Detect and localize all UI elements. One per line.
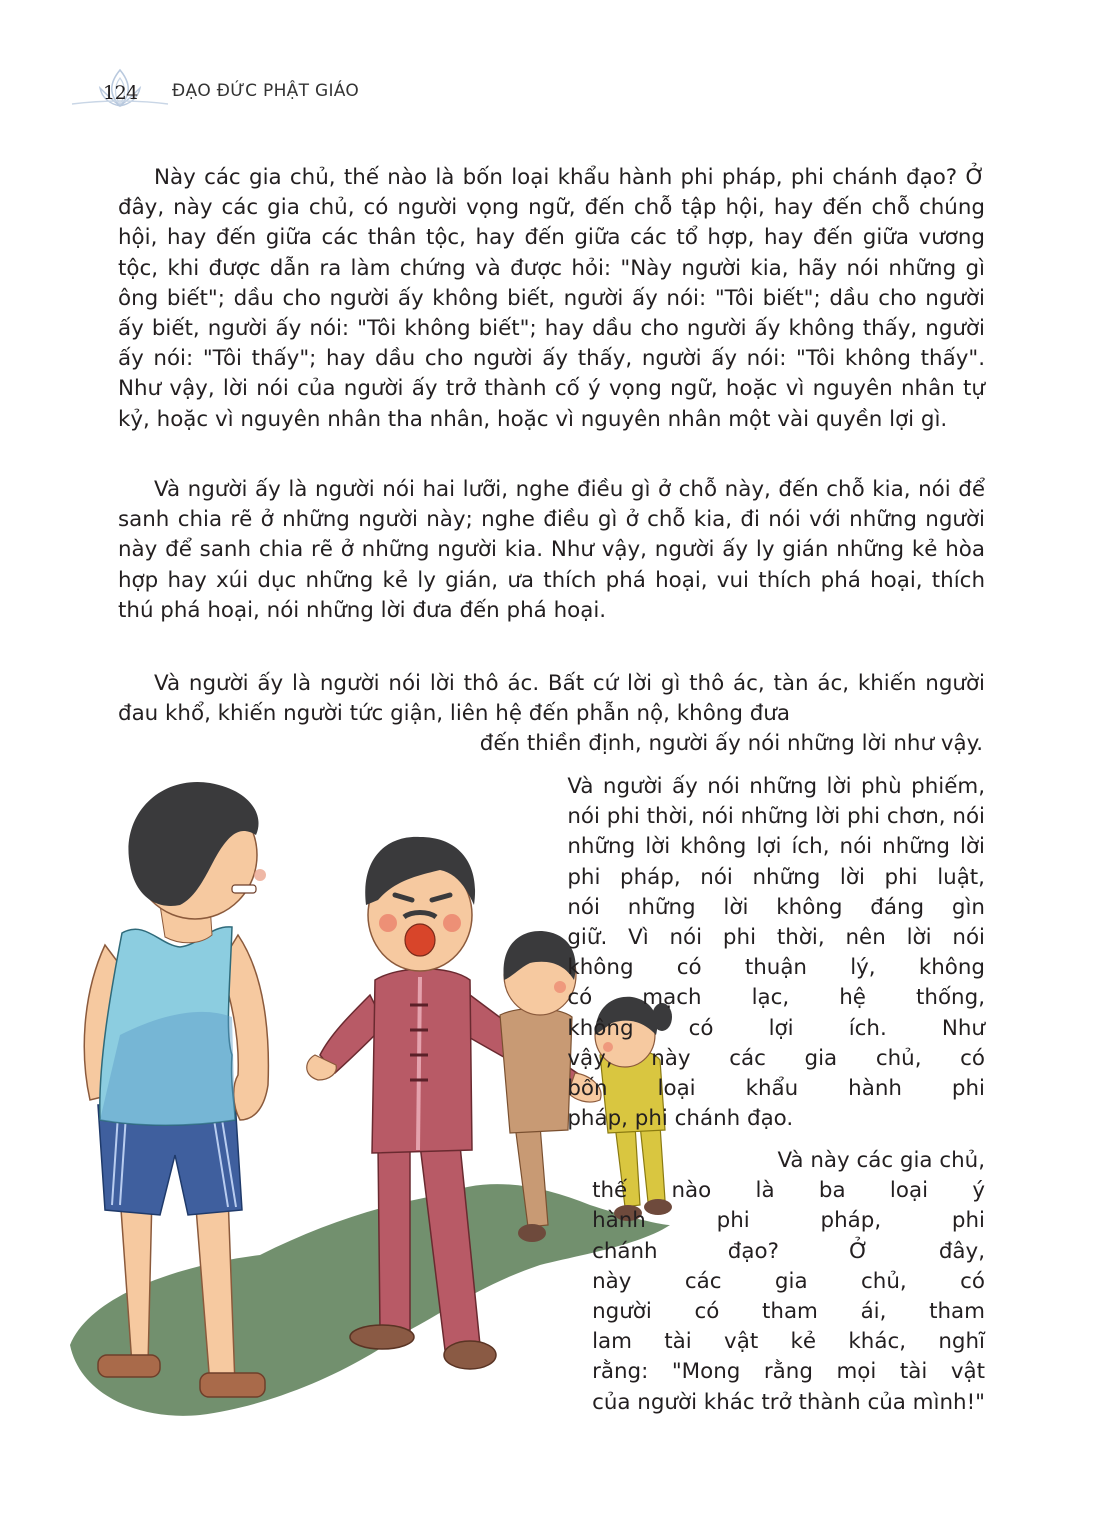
ground-shadow — [70, 1184, 670, 1416]
text-line: người có tham ái, tham — [592, 1299, 985, 1325]
text-line: lam tài vật kẻ khác, nghĩ — [592, 1329, 985, 1355]
paragraph-text: Và người ấy là người nói hai lưỡi, nghe điều gì ở chỗ này, đến chỗ kia, nói để sanh chia rẽ ở những người này; nghe điều gì ở chỗ kia, đi nói với những người này để sanh chia rẽ ở những người kia. Như vậy, người ấy ly gián những kẻ hòa hợp hay xúi dục những kẻ ly gián, ưa thích phá hoại, vui thích phá hoại, thích thú phá hoại, nói những lời đưa đến phá hoại. — [118, 477, 985, 623]
text-line: không có thuận lý, không — [567, 955, 985, 981]
text-line: vậy, này các gia chủ, có — [567, 1045, 985, 1071]
paragraph-1 — [118, 163, 985, 444]
paragraph-2 — [118, 475, 985, 635]
side-paragraph-2 — [592, 1146, 985, 1418]
page-number: 124 — [103, 82, 138, 104]
running-title: ĐẠO ĐỨC PHẬT GIÁO — [172, 81, 360, 101]
paragraph-3 — [118, 669, 985, 738]
text-line: phi pháp, nói những lời phi luật, — [567, 864, 985, 890]
side-paragraph-1 — [567, 772, 985, 1134]
text-line: thế nào là ba loại ý — [592, 1178, 985, 1204]
text-line: này các gia chủ, có — [592, 1268, 985, 1294]
text-line: có mạch lạc, hệ thống, — [567, 985, 985, 1011]
paragraph-3-continued: đến thiền định, người ấy nói những lời như vậy. — [479, 731, 983, 756]
text-line: Và này các gia chủ, — [777, 1148, 985, 1173]
text-line: Và người ấy nói những lời phù phiếm, — [567, 774, 985, 799]
text-line: nói những lời không đáng gìn — [567, 894, 985, 920]
text-line: pháp, phi chánh đạo. — [567, 1106, 794, 1132]
page-header — [70, 68, 470, 112]
text-line: giữ. Vì nói phi thời, nên lời nói — [567, 925, 985, 951]
text-line: những lời không lợi ích, nói những lời — [567, 834, 985, 860]
text-line: chánh đạo? Ở đây, — [592, 1238, 985, 1264]
paragraph-text: Này các gia chủ, thế nào là bốn loại khẩu hành phi pháp, phi chánh đạo? Ở đây, này các gia chủ, có người vọng ngữ, đến chỗ tập hội, hay đến chỗ chúng hội, hay đến giữa các thân tộc, hay đến giữa các tổ hợp, hay đến giữa vương tộc, khi được dẫn ra làm chứng và được hỏi: "Này người kia, hãy nói những gì ông biết"; dầu cho người ấy không biết, người ấy nói: "Tôi biết"; dầu cho người ấy biết, người ấy nói: "Tôi không biết"; hay dầu cho người ấy không thấy, người ấy nói: "Tôi thấy"; hay dầu cho người ấy thấy, người ấy nói: "Tôi không thấy". Như vậy, lời nói của người ấy trở thành cố ý vọng ngữ, hoặc vì nguyên nhân tự kỷ, hoặc vì nguyên nhân tha nhân, hoặc vì nguyên nhân một vài quyền lợi gì. — [118, 165, 985, 432]
text-line: của người khác trở thành của mình!" — [592, 1389, 985, 1415]
paragraph-text: Và người ấy là người nói lời thô ác. Bất cứ lời gì thô ác, tàn ác, khiến người đau khổ, khiến người tức giận, liên hệ đến phẫn nộ, không đưa — [118, 671, 985, 727]
text-line: rằng: "Mong rằng mọi tài vật — [592, 1359, 985, 1385]
text-line: bốn loại khẩu hành phi — [567, 1076, 985, 1102]
text-line: hành phi pháp, phi — [592, 1208, 985, 1234]
text-line: nói phi thời, nói những lời phi chơn, nói — [567, 804, 985, 830]
text-line: không có lợi ích. Như — [567, 1015, 985, 1041]
